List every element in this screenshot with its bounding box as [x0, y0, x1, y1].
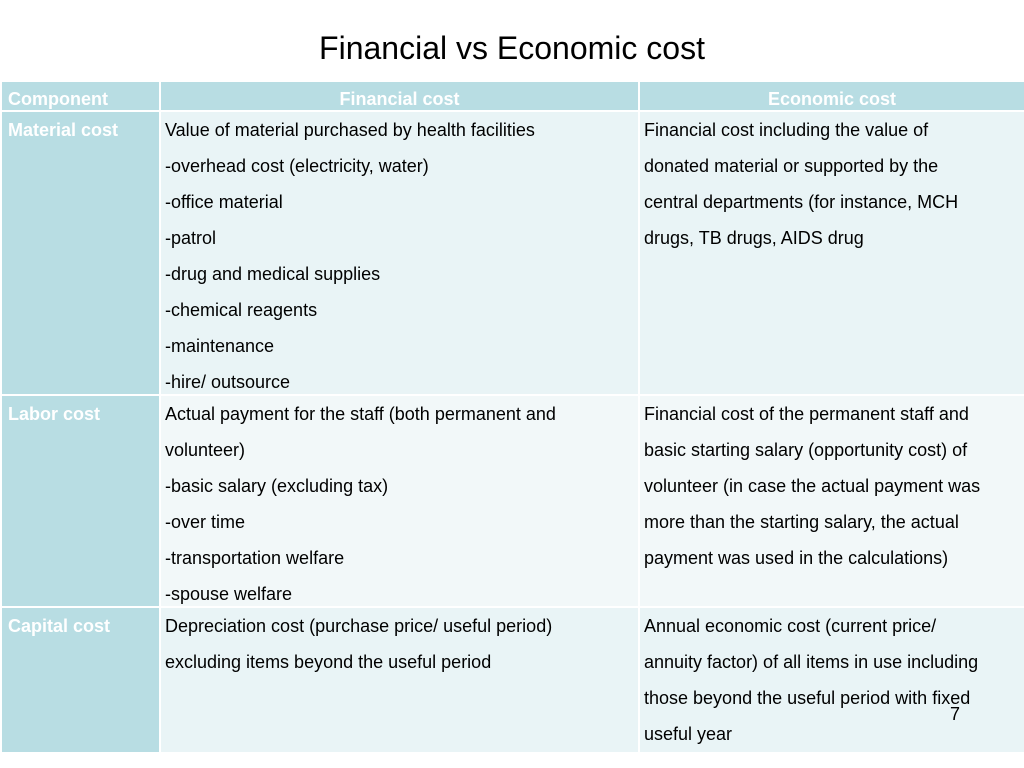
- header-component: Component: [2, 82, 159, 110]
- cell-line: Value of material purchased by health facilities: [165, 120, 535, 140]
- cell-line: volunteer (in case the actual payment was: [644, 476, 981, 496]
- header-financial-cost: Financial cost: [161, 82, 638, 110]
- row-component: Capital cost: [2, 608, 159, 752]
- cell-line: annuity factor) of all items in use including: [644, 652, 979, 672]
- row-economic-cost: [640, 608, 1024, 752]
- cell-line: -transportation welfare: [165, 548, 345, 568]
- cell-line: -spouse welfare: [165, 584, 293, 604]
- cell-line: -maintenance: [165, 336, 275, 356]
- row-financial-cost: [161, 396, 638, 606]
- cell-line: basic starting salary (opportunity cost) of: [644, 440, 968, 460]
- cell-line: Financial cost of the permanent staff and: [644, 404, 969, 424]
- cell-line: -office material: [165, 192, 283, 212]
- cell-line: donated material or supported by the: [644, 156, 939, 176]
- row-component: Labor cost: [2, 396, 159, 606]
- cell-line: those beyond the useful period with fixed: [644, 688, 971, 708]
- cell-line: excluding items beyond the useful period: [165, 652, 492, 672]
- row-economic-cost: [640, 112, 1024, 394]
- cell-line: payment was used in the calculations): [644, 548, 949, 568]
- row-financial-cost: [161, 112, 638, 394]
- cell-line: -hire/ outsource: [165, 372, 291, 392]
- cell-line: central departments (for instance, MCH: [644, 192, 959, 212]
- table-row: [2, 396, 1024, 606]
- cell-line: -drug and medical supplies: [165, 264, 381, 284]
- cell-line: -basic salary (excluding tax): [165, 476, 389, 496]
- cell-line: volunteer): [165, 440, 246, 460]
- page-number: 7: [950, 704, 961, 724]
- cell-line: Depreciation cost (purchase price/ useful period): [165, 616, 553, 636]
- cell-line: drugs, TB drugs, AIDS drug: [644, 228, 864, 248]
- row-component: Material cost: [2, 112, 159, 394]
- table-row: [2, 608, 1024, 752]
- slide-title: Financial vs Economic cost: [319, 30, 705, 66]
- row-economic-cost: [640, 396, 1024, 606]
- table-row: [2, 112, 1024, 394]
- cell-line: -patrol: [165, 228, 217, 248]
- header-economic-cost: Economic cost: [640, 82, 1024, 110]
- cell-line: -chemical reagents: [165, 300, 318, 320]
- row-financial-cost: [161, 608, 638, 752]
- cell-line: -overhead cost (electricity, water): [165, 156, 429, 176]
- cell-line: Financial cost including the value of: [644, 120, 929, 140]
- cell-line: useful year: [644, 724, 733, 744]
- cell-line: Annual economic cost (current price/: [644, 616, 937, 636]
- table-header-row: [2, 82, 1024, 110]
- cost-comparison-table: [0, 80, 1024, 754]
- cell-line: Actual payment for the staff (both permanent and: [165, 404, 556, 424]
- cell-line: -over time: [165, 512, 246, 532]
- cell-line: more than the starting salary, the actual: [644, 512, 959, 532]
